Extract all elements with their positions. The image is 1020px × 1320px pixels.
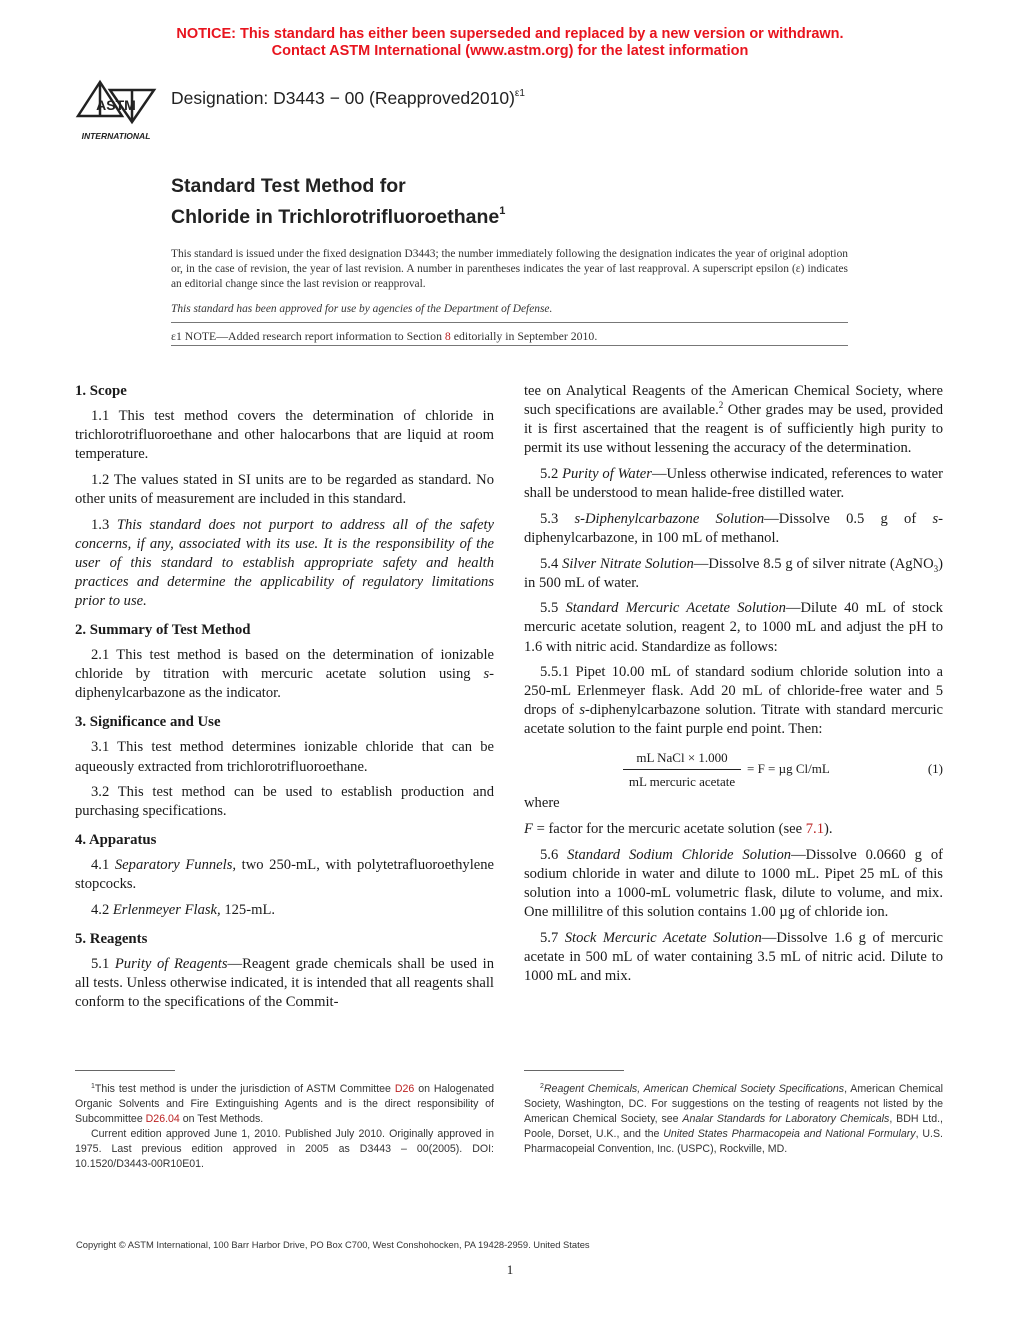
notice-line-1: NOTICE: This standard has either been superseded and replaced by a new version or withdrawn. <box>176 26 844 42</box>
intro-paragraph: This standard is issued under the fixed designation D3443; the number immediately following the designation indicates the year of original adoption or, in the case of revision, the year of last revision. A number in parentheses indicates the year of last reapproval. A superscript epsilon (ε) indicates an editorial change since the last revision or reapproval. <box>171 248 848 290</box>
paragraph: 5.5 Standard Mercuric Acetate Solution—Dilute 40 mL of stock mercuric acetate solution, reagent 2, to 1000 mL and adjust the pH to 1.6 with nitric acid. Standardize as follows: <box>524 600 943 655</box>
page-number: 1 <box>506 1262 514 1277</box>
divider <box>171 345 848 346</box>
paragraph: 5.2 Purity of Water—Unless otherwise indicated, references to water shall be understood to mean halide-free distilled water. <box>524 465 944 502</box>
paragraph: 5.3 s-Diphenylcarbazone Solution—Dissolve 0.5 g of s-diphenylcarbazone, in 100 mL of methanol. <box>524 510 943 546</box>
astm-logo <box>70 76 162 144</box>
paragraph: 5.4 Silver Nitrate Solution—Dissolve 8.5 g of silver nitrate (AgNO$_3$) in 500 mL of water. <box>524 555 944 591</box>
notice-banner <box>0 26 1020 60</box>
footnote-2: $^2$Reagent Chemicals, American Chemical Society Specifications, American Chemical Society, Washington, DC. For suggestions on the testing of reagents not listed by the American Chemical Society, see Analar Standards for Laboratory Chemicals, BDH Ltd., Poole, Dorset, U.K., and the United States Pharmacopeia and National Formulary, U.S. Pharmacopeial Convention, Inc. (USPC), Rockville, MD. <box>524 1083 943 1155</box>
paragraph: 3.1 This test method determines ionizable chloride that can be aqueously extracted from trichlorotrifluoroethane. <box>75 739 494 775</box>
paragraph: 3.2 This test method can be used to establish production and purchasing specifications. <box>75 784 494 820</box>
epsilon-note: ε1 NOTE—Added research report information to Section 8 editorially in September 2010. <box>171 329 598 343</box>
title-line-1: Standard Test Method for <box>171 175 406 197</box>
equation-fraction <box>623 748 741 791</box>
paragraph: 5.6 Standard Sodium Chloride Solution—Dissolve 0.0660 g of sodium chloride in water and dilute to 1000 mL. Pipet 25 mL of this solution into a 1000-mL volumetric flask, dilute to volume, and mix. One millilitre of this solution contains 1.00 µg of chloride ion. <box>524 846 943 920</box>
section-8-link[interactable]: 8 <box>444 329 451 343</box>
footnote-divider <box>75 1070 175 1071</box>
equation-rhs: = F = µg Cl/mL <box>747 761 830 777</box>
section-heading: 1. Scope <box>75 383 127 399</box>
paragraph: 5.1 Purity of Reagents—Reagent grade chemicals shall be used in all tests. Unless otherwise indicated, it is intended that all reagents shall conform to the specifications of the Commit- <box>75 956 494 1011</box>
section-heading: 3. Significance and Use <box>75 714 221 731</box>
section-heading: 4. Apparatus <box>75 832 157 849</box>
paragraph: tee on Analytical Reagents of the American Chemical Society, where such specifications are available.$^2$ Other grades may be used, provided it is first ascertained that the reagent is of sufficiently high purity to permit its use without lessening the accuracy of the determination. <box>524 383 943 457</box>
paragraph: 5.7 Stock Mercuric Acetate Solution—Dissolve 1.6 g of mercuric acetate in 500 mL of water containing 3.5 mL of nitric acid. Dilute to 1000 mL and mix. <box>524 929 943 984</box>
where-definition: F = factor for the mercuric acetate solution (see 7.1). <box>524 820 833 837</box>
footnote-1: $^1$This test method is under the jurisdiction of ASTM Committee D26 on Halogenated Organic Solvents and Fire Extinguishing Agents and is the direct responsibility of Subcommittee D26.04 on Test Methods. Current edition approved June 1, 2010. Published July 2010. Originally approved in 1975. Last previous edition approved in 2005 as D3443 – 00(2005). DOI: 10.1520/D3443-00R10E01. <box>75 1083 494 1170</box>
equation-1 <box>524 746 943 790</box>
notice-line-2: Contact ASTM International (www.astm.org) for the latest information <box>271 43 749 59</box>
document-title <box>171 174 505 230</box>
copyright-line: Copyright © ASTM International, 100 Barr Harbor Drive, PO Box C700, West Conshohocken, PA 19428-2959. United States <box>76 1239 590 1250</box>
section-heading: 5. Reagents <box>75 931 148 948</box>
paragraph: 2.1 This test method is based on the determination of ionizable chloride by titration with mercuric acetate solution using s-diphenylcarbazone as the indicator. <box>75 647 494 702</box>
paragraph: 1.2 The values stated in SI units are to be regarded as standard. No other units of measurement are included in this standard. <box>75 471 494 507</box>
where-label: where <box>524 795 560 812</box>
committee-d26-link[interactable]: D26 <box>394 1083 415 1095</box>
subcommittee-d26-04-link[interactable]: D26.04 <box>145 1113 180 1125</box>
right-column <box>524 382 943 992</box>
logo-caption: INTERNATIONAL <box>81 131 151 141</box>
section-7-1-link[interactable]: 7.1 <box>805 820 824 837</box>
title-line-2: Chloride in Trichlorotrifluoroethane$^1$ <box>171 205 506 228</box>
paragraph: 4.2 Erlenmeyer Flask, 125-mL. <box>91 902 276 919</box>
dod-approval-note: This standard has been approved for use by agencies of the Department of Defense. <box>171 303 553 315</box>
divider <box>171 322 848 323</box>
logo-letters: ASTM <box>96 97 136 113</box>
designation: Designation: D3443 − 00 (Reapproved2010)$^{\varepsilon 1}$ <box>171 88 525 108</box>
paragraph: 1.1 This test method covers the determination of chloride in trichlorotrifluoroethane and other halocarbons that are liquid at room temperature. <box>75 408 494 463</box>
equation-numerator: mL NaCl × 1.000 <box>623 748 741 770</box>
footnote-divider <box>524 1070 624 1071</box>
paragraph: 1.3 This standard does not purport to address all of the safety concerns, if any, associated with its use. It is the responsibility of the user of this standard to establish appropriate safety and health practices and determine the applicability of regulatory limitations prior to use. <box>75 516 494 610</box>
paragraph: 5.5.1 Pipet 10.00 mL of standard sodium chloride solution into a 250-mL Erlenmeyer flask. Add 20 mL of chloride-free water and 5 drops of s-diphenylcarbazone solution. Titrate with standard mercuric acetate solution to the faint purple end point. Then: <box>524 664 943 738</box>
left-column <box>75 382 494 1019</box>
equation-denominator: mL mercuric acetate <box>628 774 736 790</box>
paragraph: 4.1 Separatory Funnels, two 250-mL, with polytetrafluoroethylene stopcocks. <box>75 857 495 893</box>
section-heading: 2. Summary of Test Method <box>75 622 251 639</box>
equation-number: (1) <box>927 761 943 777</box>
